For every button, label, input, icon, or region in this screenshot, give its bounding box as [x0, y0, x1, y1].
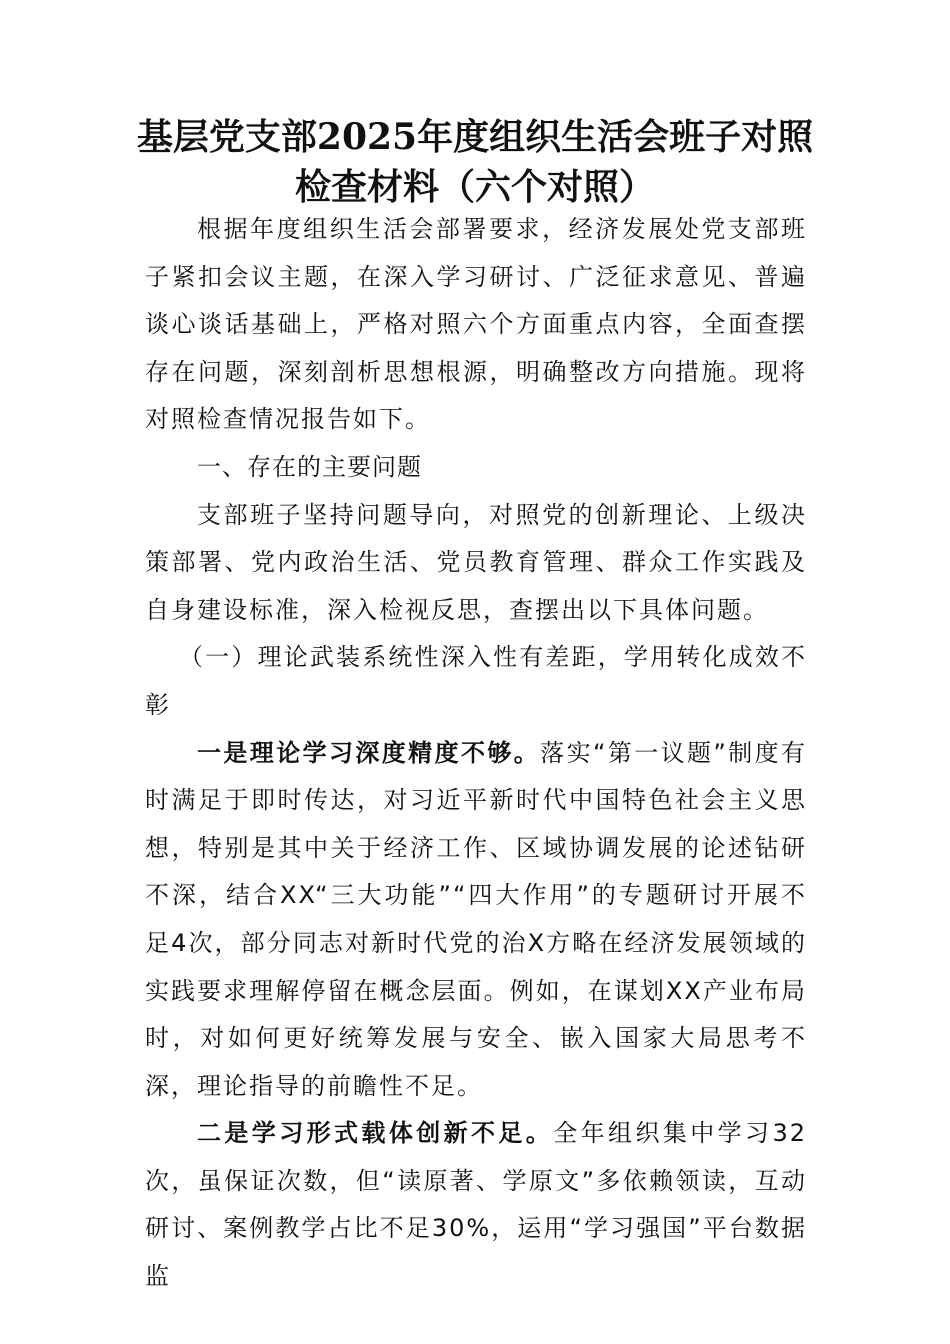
point-1-text: 落实“第一议题”制度有时满足于即时传达，对习近平新时代中国特色社会主义思想，特别是其中关于经济工作、区域协调发展的论述钻研不深，结合XX“三大功能”“四大作用”的专题研讨开展不足4次，部分同志对新时代党的治X方略在经济发展领域的实践要求理解停留在概念层面。例如，在谋划XX产业布局时，对如何更好统筹发展与安全、嵌入国家大局思考不深，理论指导的前瞻性不足。: [145, 738, 808, 1100]
point-1-lead: 一是理论学习深度精度不够。: [197, 738, 541, 767]
point-paragraph-2: [145, 1110, 807, 1300]
section-heading: 一、存在的主要问题: [197, 452, 422, 481]
document-title-line-1: 基层党支部2025年度组织生活会班子对照: [136, 116, 814, 158]
point-2-lead: 二是学习形式载体创新不足。: [197, 1119, 554, 1148]
point-paragraph-1: [145, 730, 807, 1111]
point-2-text: 全年组织集中学习32次，虽保证次数，但“读原著、学原文”多依赖领读，互动研讨、案例教学占比不足30%，运用“学习强国”平台数据监: [145, 1119, 807, 1291]
section-intro-paragraph: 支部班子坚持问题导向，对照党的创新理论、上级决策部署、党内政治生活、党员教育管理、群众工作实践及自身建设标准，深入检视反思，查摆出以下具体问题。: [145, 500, 807, 624]
document-body: [145, 206, 807, 1301]
intro-paragraph: 根据年度组织生活会部署要求，经济发展处党支部班子紧扣会议主题，在深入学习研讨、广泛征求意见、普遍谈心谈话基础上，严格对照六个方面重点内容，全面查摆存在问题，深刻剖析思想根源，明确整改方向措施。现将对照检查情况报告如下。: [145, 215, 807, 434]
subsection-heading: （一）理论武装系统性深入性有差距，学用转化成效不彰: [145, 643, 807, 719]
document-title-line-2: 检查材料（六个对照）: [294, 166, 655, 208]
